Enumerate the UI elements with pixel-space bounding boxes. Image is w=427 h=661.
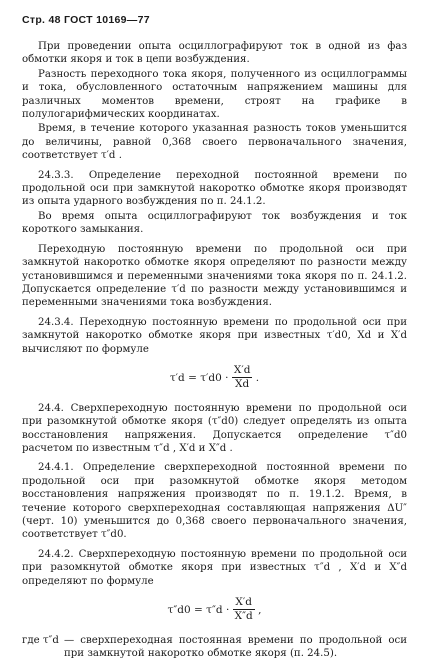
formula-end: . (255, 371, 260, 384)
where-clause (22, 634, 407, 661)
paragraph: 24.4.2. Сверхпереходную постоянную времени по продольной оси при разомкнутой обмотке якоря при известных τ″d , X′d и X″d определяют по формуле (22, 548, 407, 587)
paragraph: 24.3.4. Переходную постоянную времени по продольной оси при замкнутой накоротко обмотке якоря при известных τ′d0, Xd и X′d вычисляют по формуле (22, 316, 407, 355)
page-body (22, 40, 407, 661)
paragraph: Переходную постоянную времени по продольной оси при замкнутой накоротко обмотке якоря определяют по разности между установившимся и переменными значениями тока якоря по п. 24.1.2. Допускается определение τ′d по разности между установившимся и переменными значениями тока возбуждения. (22, 243, 407, 309)
page-header: Стр. 48 ГОСТ 10169—77 (22, 14, 150, 26)
formula-lhs: τ″d0 = τ″d · (167, 603, 230, 616)
formula-numerator: X′d (233, 596, 255, 610)
paragraph: 24.3.3. Определение переходной постоянной времени по продольной оси при замкнутой накоротко обмотке якоря производят из опыта ударного возбуждения по п. 24.1.2. (22, 169, 407, 208)
paragraph: При проведении опыта осциллографируют ток в одной из фаз обмотки якоря и ток в цепи возбуждения. (22, 41, 407, 66)
paragraph: Во время опыта осциллографируют ток возбуждения и ток короткого замыкания. (22, 210, 407, 236)
formula-lhs: τ′d = τ′d0 · (169, 371, 229, 384)
formula-fraction (232, 364, 253, 392)
paragraph: 24.4. Сверхпереходную постоянную времени по продольной оси при разомкнутой обмотке якоря (τ″d0) следует определять из опыта восстановления напряжения. Допускается определение τ″d0 расчетом по известным τ″d , X′d и X″d . (22, 402, 407, 454)
formula-denominator: X″d (234, 610, 253, 623)
formula-end: , (258, 603, 262, 616)
paragraph: Время, в течение которого указанная разность токов уменьшится до величины, равной 0,368 своего первоначального значения, соответствует τ′d . (22, 123, 407, 162)
formula-subtransient-time-constant (22, 596, 407, 624)
where-label: где τ″d (22, 634, 59, 646)
formula-fraction (233, 596, 255, 624)
formula-transient-time-constant (22, 364, 407, 392)
paragraph: Разность переходного тока якоря, полученного из осциллограммы и тока, обусловленного остаточным напряжением машины для различных моментов времени, строят на графике в полулогарифмических координатах. (22, 68, 407, 121)
where-text: — сверхпереходная постоянная времени по продольной оси при замкнутой накоротко обмотке якоря (п. 24.5). (64, 634, 407, 660)
formula-numerator: X′d (232, 364, 253, 378)
paragraph: 24.4.1. Определение сверхпереходной постоянной времени по продольной оси при разомкнутой обмотке якоря методом восстановления напряжения производят по п. 19.1.2. Время, в течение которого сверхпереходная составляющая напряжения ΔU″ (черт. 10) уменьшится до 0,368 своего первоначального значения, соответствует τ″d0. (22, 462, 407, 541)
formula-denominator: Xd (235, 378, 250, 391)
